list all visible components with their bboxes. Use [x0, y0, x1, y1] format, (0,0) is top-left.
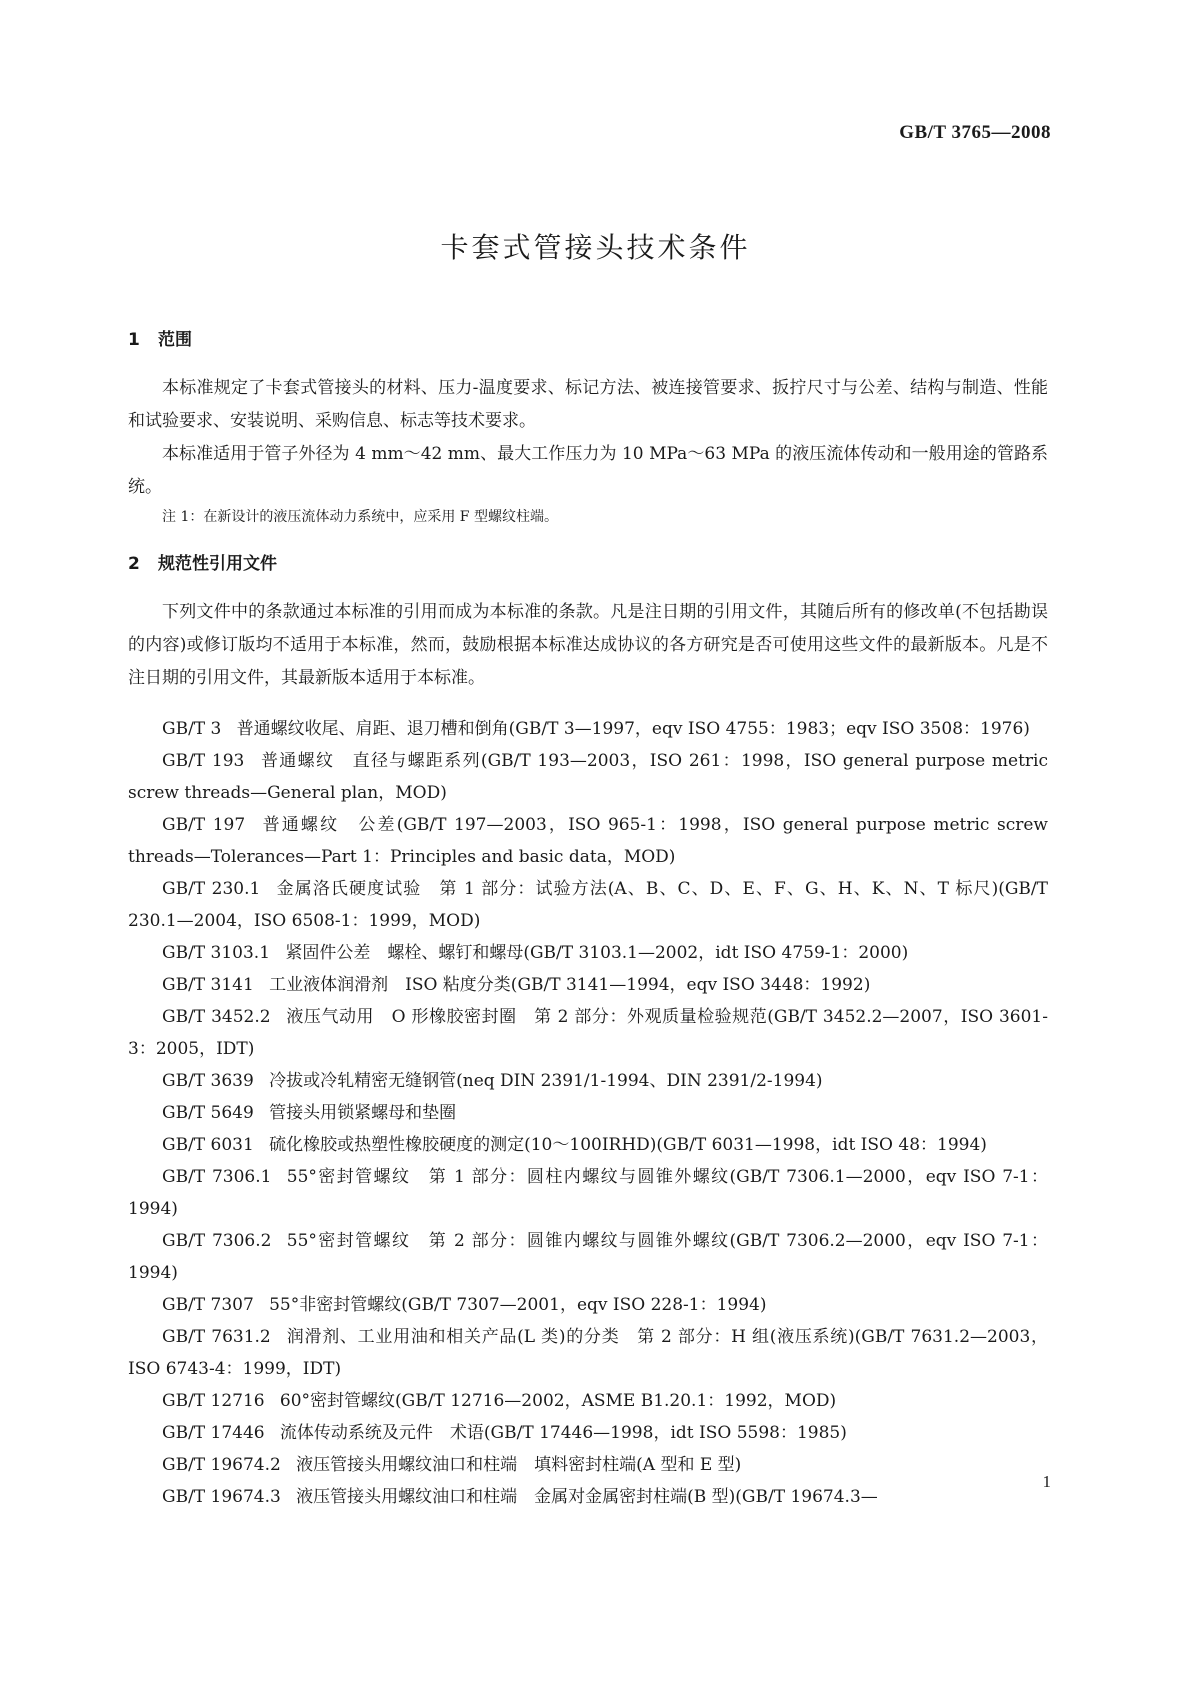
- reference-code: GB/T 19674.3: [162, 1487, 281, 1507]
- reference-title: 管接头用锁紧螺母和垫圈: [269, 1103, 457, 1123]
- reference-code: GB/T 3: [162, 719, 222, 739]
- reference-title: 液压气动用 O 形橡胶密封圈 第 2 部分：外观质量检验规范(GB/T 3452.2—2007，ISO 3601-3：2005，IDT): [128, 1007, 1048, 1059]
- reference-title: 普通螺纹 公差(GB/T 197—2003，ISO 965-1：1998，ISO general purpose metric screw threads—Tolerances—Part 1：Principles and basic data，MOD): [128, 815, 1048, 867]
- reference-item: [128, 937, 1048, 969]
- reference-title: 普通螺纹收尾、肩距、退刀槽和倒角(GB/T 3—1997，eqv ISO 4755：1983；eqv ISO 3508：1976): [236, 719, 1030, 739]
- reference-item: [128, 1385, 1048, 1417]
- reference-item: [128, 713, 1048, 745]
- section-title: 范围: [158, 330, 192, 350]
- reference-title: 55°密封管螺纹 第 2 部分：圆锥内螺纹与圆锥外螺纹(GB/T 7306.2—2000，eqv ISO 7-1：1994): [128, 1231, 1048, 1283]
- section-heading: [128, 326, 1048, 354]
- reference-title: 工业液体润滑剂 ISO 粘度分类(GB/T 3141—1994，eqv ISO 3448：1992): [269, 975, 871, 995]
- reference-title: 润滑剂、工业用油和相关产品(L 类)的分类 第 2 部分：H 组(液压系统)(GB/T 7631.2—2003，ISO 6743-4：1999，IDT): [128, 1327, 1048, 1379]
- reference-item: [128, 745, 1048, 809]
- reference-item: [128, 1417, 1048, 1449]
- reference-code: GB/T 7306.2: [162, 1231, 272, 1251]
- reference-title: 液压管接头用螺纹油口和柱端 金属对金属密封柱端(B 型)(GB/T 19674.3—: [296, 1487, 878, 1507]
- reference-code: GB/T 3452.2: [162, 1007, 271, 1027]
- paragraph: 本标准适用于管子外径为 4 mm～42 mm、最大工作压力为 10 MPa～63 MPa 的液压流体传动和一般用途的管路系统。: [128, 444, 1048, 497]
- reference-item: [128, 1449, 1048, 1481]
- paragraph: 下列文件中的条款通过本标准的引用而成为本标准的条款。凡是注日期的引用文件，其随后所有的修改单(不包括勘误的内容)或修订版均不适用于本标准，然而，鼓励根据本标准达成协议的各方研究是否可使用这些文件的最新版本。凡是不注日期的引用文件，其最新版本适用于本标准。: [128, 602, 1048, 688]
- reference-item: [128, 1289, 1048, 1321]
- reference-code: GB/T 7307: [162, 1295, 254, 1315]
- reference-title: 液压管接头用螺纹油口和柱端 填料密封柱端(A 型和 E 型): [296, 1455, 742, 1475]
- reference-item: [128, 969, 1048, 1001]
- reference-list: [128, 713, 1048, 1513]
- document-title: 卡套式管接头技术条件: [440, 231, 751, 264]
- reference-item: [128, 1321, 1048, 1385]
- reference-title: 硫化橡胶或热塑性橡胶硬度的测定(10～100IRHD)(GB/T 6031—1998，idt ISO 48：1994): [269, 1135, 987, 1155]
- section-number: 1: [128, 330, 140, 350]
- reference-item: [128, 1129, 1048, 1161]
- reference-code: GB/T 3639: [162, 1071, 254, 1091]
- section-normative-references: [128, 550, 1048, 1513]
- reference-code: GB/T 12716: [162, 1391, 265, 1411]
- note: 注 1：在新设计的液压流体动力系统中，应采用 F 型螺纹柱端。: [162, 509, 558, 525]
- reference-title: 冷拔或冷轧精密无缝钢管(neq DIN 2391/1-1994、DIN 2391/2-1994): [269, 1071, 823, 1091]
- reference-item: [128, 1481, 1048, 1513]
- reference-item: [128, 1225, 1048, 1289]
- reference-item: [128, 1097, 1048, 1129]
- section-heading: [128, 550, 1048, 578]
- reference-code: GB/T 193: [162, 751, 245, 771]
- reference-code: GB/T 5649: [162, 1103, 254, 1123]
- reference-code: GB/T 7631.2: [162, 1327, 271, 1347]
- document-body: [128, 326, 1048, 1513]
- reference-item: [128, 1161, 1048, 1225]
- reference-item: [128, 1065, 1048, 1097]
- reference-title: 普通螺纹 直径与螺距系列(GB/T 193—2003，ISO 261：1998，ISO general purpose metric screw threads—General plan，MOD): [128, 751, 1048, 803]
- reference-title: 金属洛氏硬度试验 第 1 部分：试验方法(A、B、C、D、E、F、G、H、K、N、T 标尺)(GB/T 230.1—2004，ISO 6508-1：1999，MOD): [128, 879, 1048, 931]
- reference-code: GB/T 19674.2: [162, 1455, 281, 1475]
- paragraph: 本标准规定了卡套式管接头的材料、压力-温度要求、标记方法、被连接管要求、扳拧尺寸与公差、结构与制造、性能和试验要求、安装说明、采购信息、标志等技术要求。: [128, 378, 1048, 431]
- reference-title: 55°密封管螺纹 第 1 部分：圆柱内螺纹与圆锥外螺纹(GB/T 7306.1—2000，eqv ISO 7-1：1994): [128, 1167, 1048, 1219]
- reference-title: 流体传动系统及元件 术语(GB/T 17446—1998，idt ISO 5598：1985): [279, 1423, 847, 1443]
- reference-code: GB/T 3103.1: [162, 943, 271, 963]
- reference-title: 紧固件公差 螺栓、螺钉和螺母(GB/T 3103.1—2002，idt ISO 4759-1：2000): [285, 943, 909, 963]
- reference-code: GB/T 3141: [162, 975, 254, 995]
- reference-title: 60°密封管螺纹(GB/T 12716—2002，ASME B1.20.1：1992，MOD): [279, 1391, 837, 1411]
- section-title: 规范性引用文件: [158, 554, 277, 574]
- reference-title: 55°非密封管螺纹(GB/T 7307—2001，eqv ISO 228-1：1994): [269, 1295, 767, 1315]
- reference-item: [128, 809, 1048, 873]
- reference-code: GB/T 17446: [162, 1423, 265, 1443]
- reference-code: GB/T 6031: [162, 1135, 254, 1155]
- page-number: 1: [1042, 1472, 1051, 1491]
- reference-code: GB/T 7306.1: [162, 1167, 272, 1187]
- standard-code: GB/T 3765—2008: [899, 122, 1051, 143]
- section-number: 2: [128, 554, 140, 574]
- reference-item: [128, 873, 1048, 937]
- reference-code: GB/T 230.1: [162, 879, 261, 899]
- section-scope: [128, 326, 1048, 530]
- reference-code: GB/T 197: [162, 815, 246, 835]
- reference-item: [128, 1001, 1048, 1065]
